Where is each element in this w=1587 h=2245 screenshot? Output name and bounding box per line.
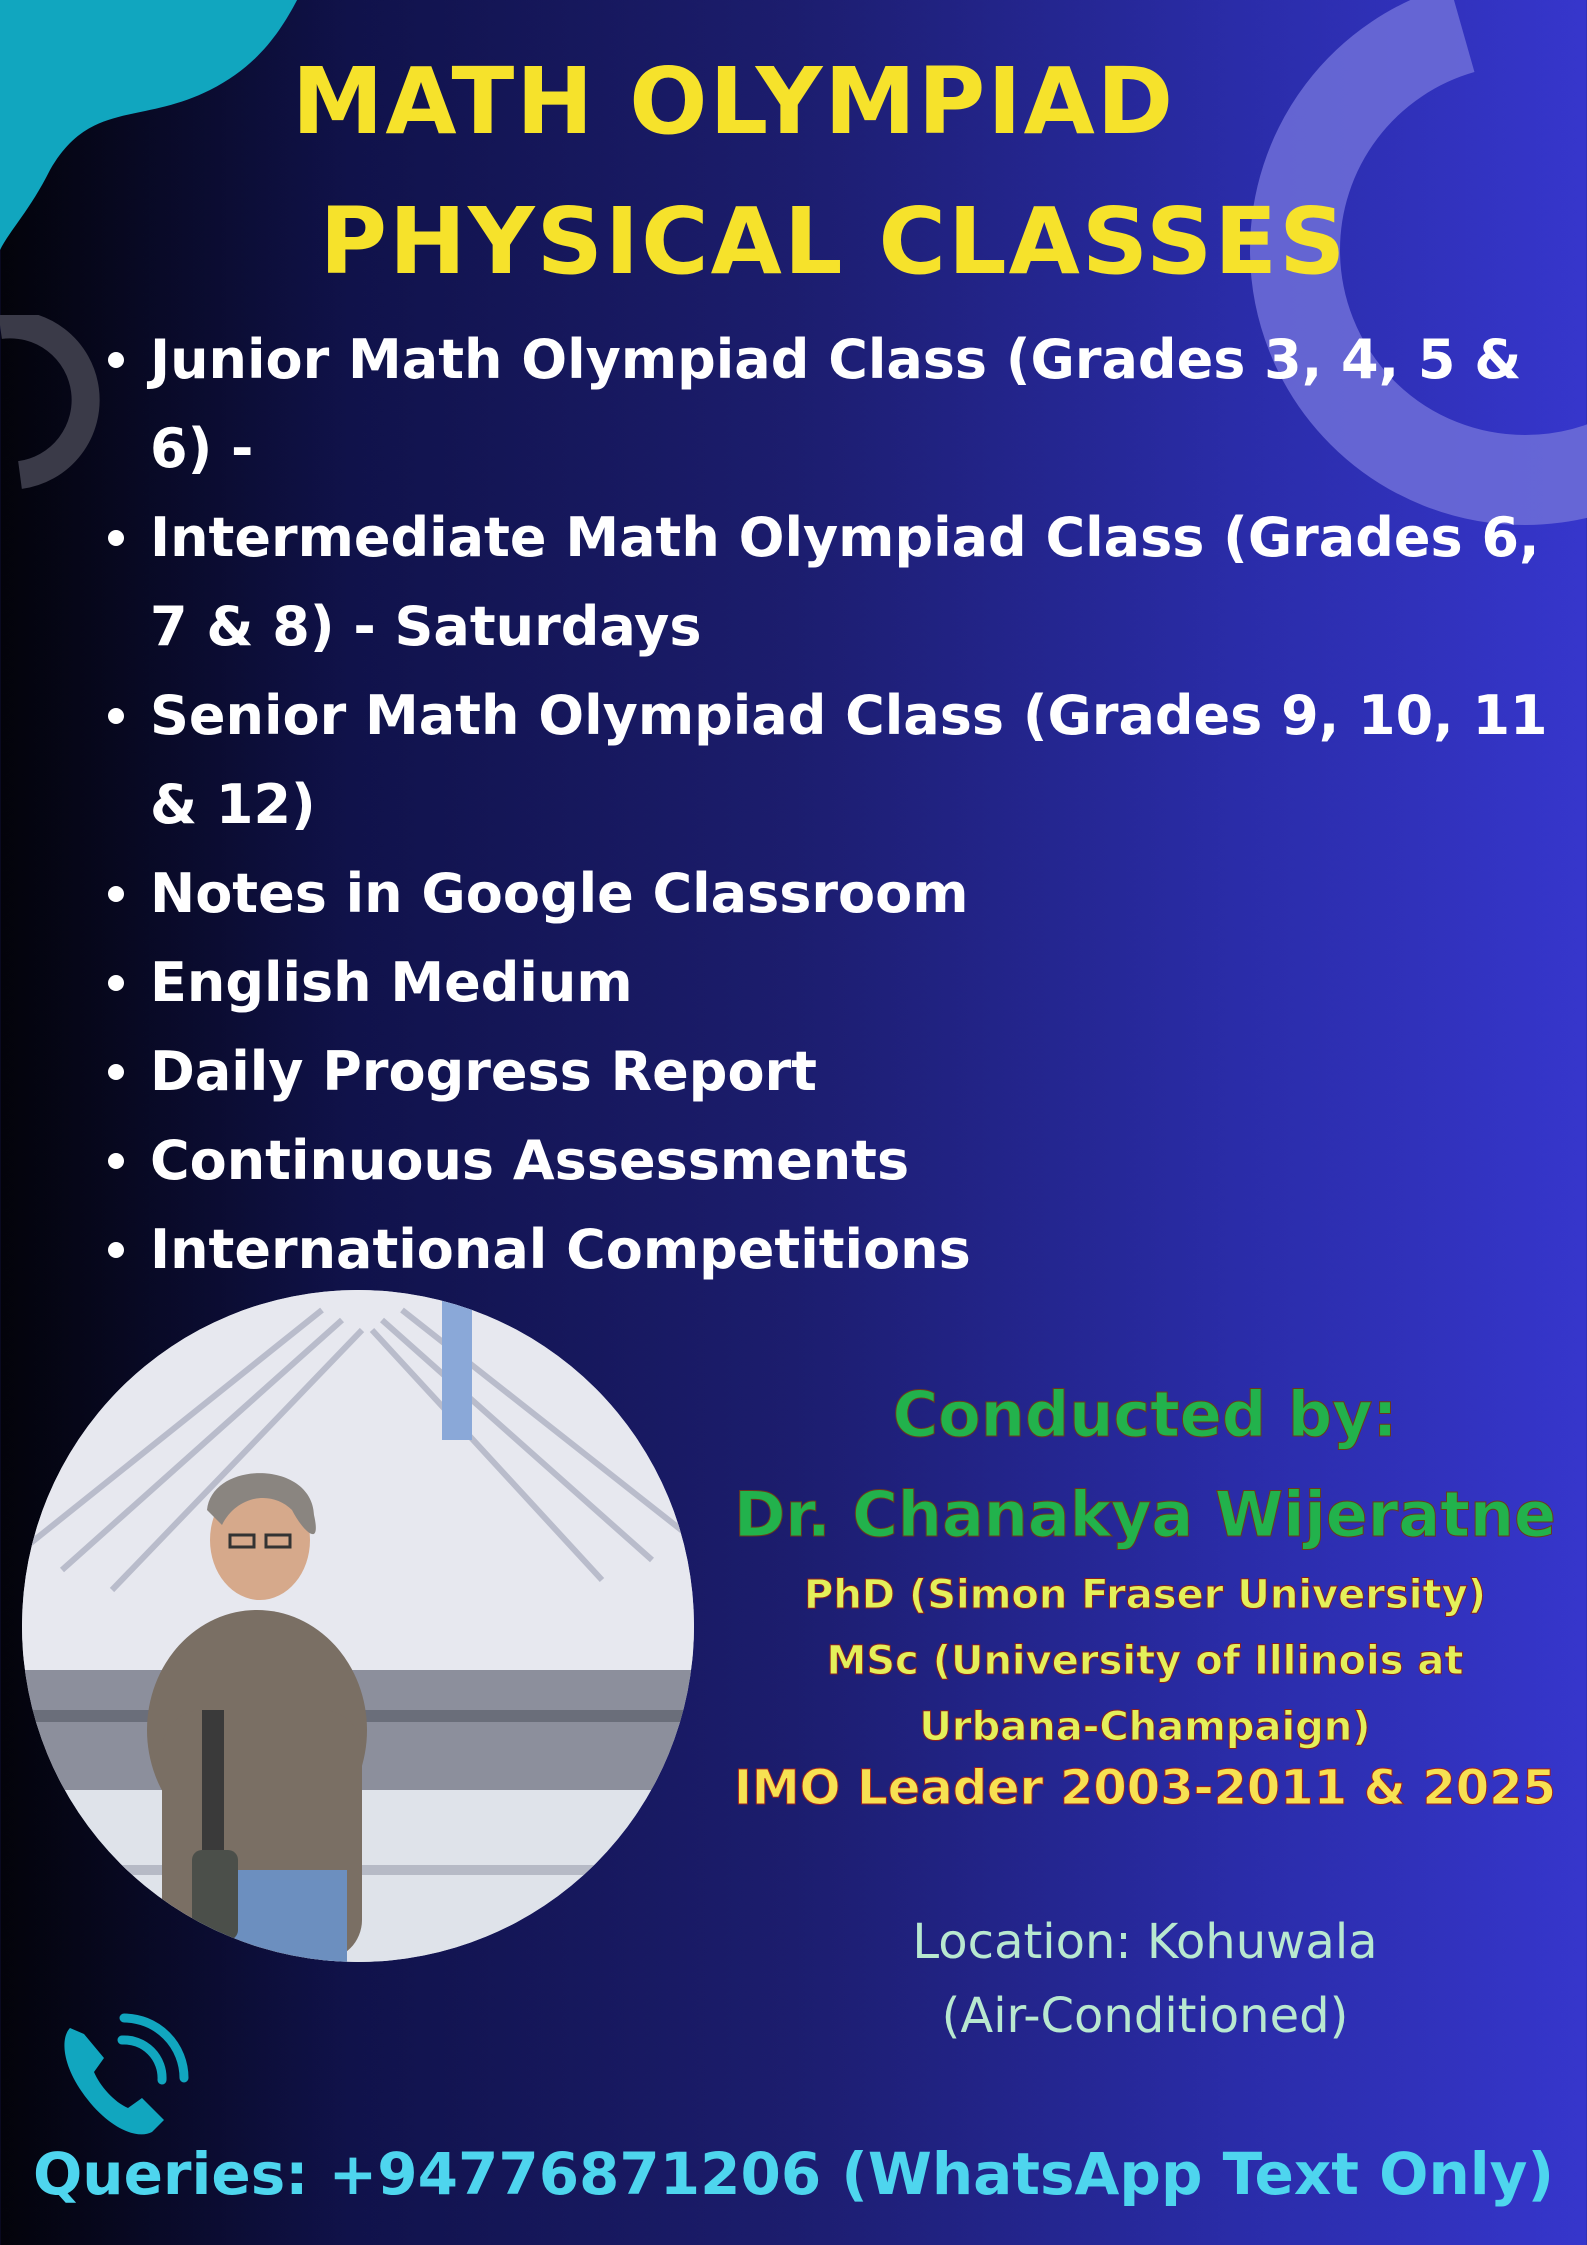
instructor-photo xyxy=(22,1290,694,1962)
list-item: International Competitions xyxy=(108,1205,1558,1294)
list-item: Continuous Assessments xyxy=(108,1116,1558,1205)
ring-decoration-left xyxy=(0,315,100,495)
conducted-by-label: Conducted by: xyxy=(892,1378,1398,1451)
list-item: Intermediate Math Olympiad Class (Grades 6, 7 & 8) - Saturdays xyxy=(108,493,1558,671)
msc-credential-line-1: MSc (University of Illinois at xyxy=(826,1638,1464,1684)
list-item: English Medium xyxy=(108,938,1558,1027)
imo-leader-text: IMO Leader 2003-2011 & 2025 xyxy=(734,1760,1556,1816)
credentials-block xyxy=(700,1562,1587,1760)
instructor-name: Dr. Chanakya Wijeratne xyxy=(733,1478,1557,1551)
msc-credential-line-2: Urbana-Champaign) xyxy=(919,1704,1371,1750)
title-line-2: PHYSICAL CLASSES xyxy=(319,188,1348,295)
feature-list xyxy=(108,315,1558,1294)
list-item: Daily Progress Report xyxy=(108,1027,1558,1116)
phone-icon xyxy=(52,2000,202,2150)
list-item: Notes in Google Classroom xyxy=(108,849,1558,938)
list-item: Senior Math Olympiad Class (Grades 9, 10, 11 & 12) xyxy=(108,671,1558,849)
location-line-2: (Air-Conditioned) xyxy=(941,1988,1349,2044)
phd-credential: PhD (Simon Fraser University) xyxy=(804,1572,1486,1618)
queries-contact: Queries: +94776871206 (WhatsApp Text Only) xyxy=(33,2140,1554,2208)
location-line-1: Location: Kohuwala xyxy=(912,1914,1378,1970)
title-line-1: MATH OLYMPIAD xyxy=(291,48,1176,155)
list-item: Junior Math Olympiad Class (Grades 3, 4, 5 & 6) - xyxy=(108,315,1558,493)
location-block xyxy=(700,1905,1587,2053)
